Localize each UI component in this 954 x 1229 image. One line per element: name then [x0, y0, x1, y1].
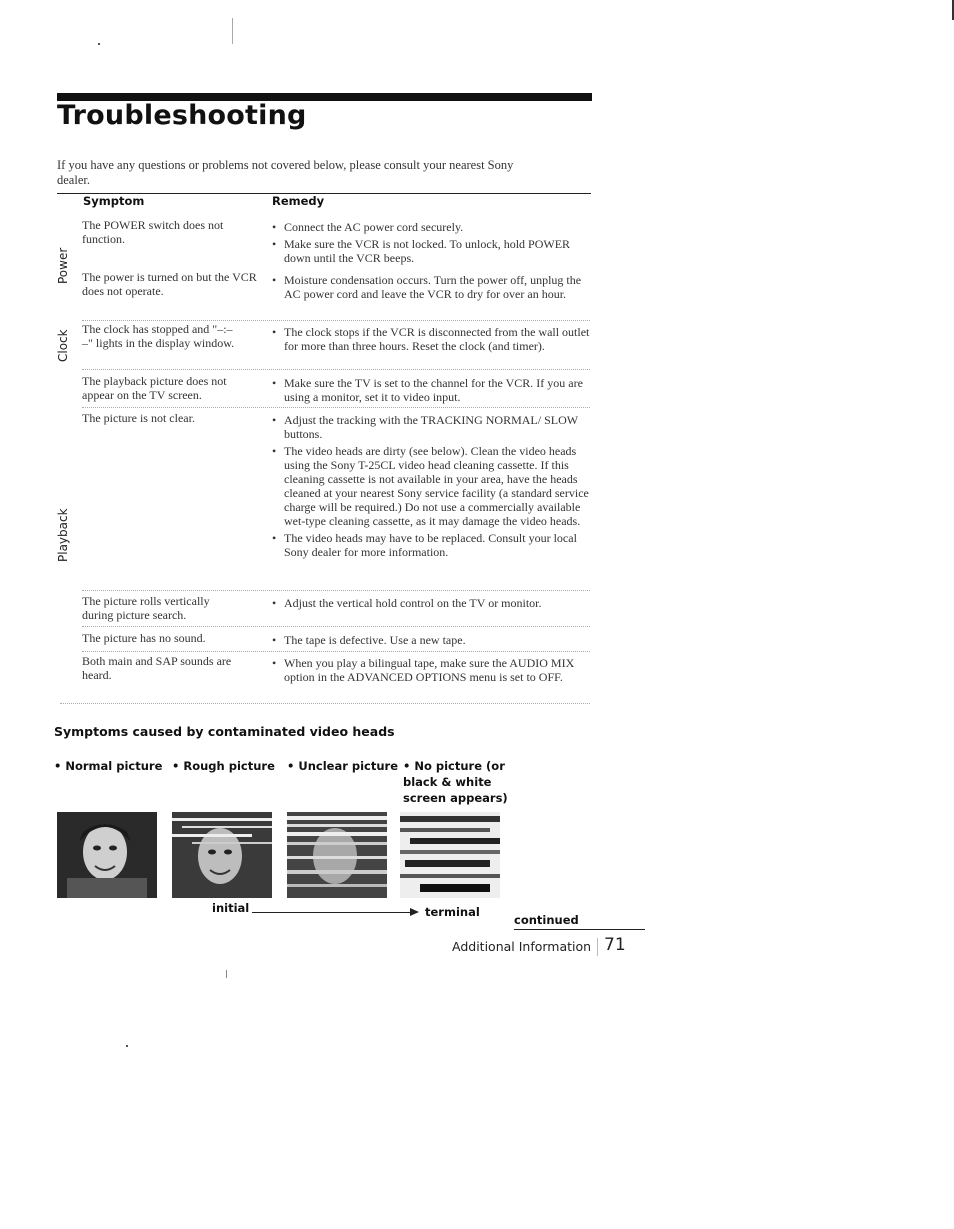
remedy-column-header: Remedy	[272, 194, 325, 208]
remedy-item: • Adjust the vertical hold control on the TV or monitor.	[270, 596, 590, 610]
remedy-item: • Make sure the VCR is not locked. To unlock, hold POWER down until the VCR beeps.	[270, 237, 590, 265]
remedy-item: • The tape is defective. Use a new tape.	[270, 633, 590, 647]
scale-initial-label: initial	[212, 901, 250, 915]
remedy-vcr-not-operate	[270, 273, 590, 304]
remedy-no-playback-picture	[270, 376, 590, 407]
section-label-power: Power	[56, 247, 70, 284]
section-label-playback: Playback	[56, 508, 70, 562]
symptom-picture-rolls: The picture rolls vertically during picture search.	[82, 594, 210, 622]
symptom-power-switch: The POWER switch does not function.	[82, 218, 224, 246]
contamination-heading: Symptoms caused by contaminated video heads	[54, 724, 395, 739]
row-divider	[82, 590, 590, 591]
row-divider	[82, 369, 590, 370]
intro-text: If you have any questions or problems not covered below, please consult your nearest Sony dealer.	[57, 158, 514, 187]
symptom-no-sound: The picture has no sound.	[82, 631, 206, 645]
row-divider	[82, 407, 590, 408]
symptom-main-sap-sounds: Both main and SAP sounds are heard.	[82, 654, 232, 682]
page-number: 71	[604, 935, 626, 955]
scan-speck	[232, 18, 233, 44]
condition-unclear: • Unclear picture	[287, 759, 399, 773]
condition-normal: • Normal picture	[54, 759, 163, 773]
remedy-item: • Make sure the TV is set to the channel for the VCR. If you are using a monitor, set it to video input.	[270, 376, 590, 404]
symptom-clock-stopped: The clock has stopped and "–:– –" lights in the display window.	[82, 322, 235, 350]
remedy-no-sound	[270, 633, 590, 650]
footer-section-name: Additional Information	[452, 939, 592, 954]
remedy-clock-stopped	[270, 325, 590, 356]
arrowhead-icon	[410, 908, 419, 916]
row-divider	[82, 651, 590, 652]
condition-rough: • Rough picture	[172, 759, 275, 773]
continued-label: continued	[514, 913, 579, 927]
remedy-item: • Connect the AC power cord securely.	[270, 220, 590, 234]
remedy-picture-rolls	[270, 596, 590, 613]
row-divider	[82, 626, 590, 627]
footer-divider	[597, 938, 598, 956]
remedy-item: • The video heads are dirty (see below). Clean the video heads using the Sony T-25CL video head cleaning cassette. If this cleaning cassette is not available in your area, have the heads cleaned at your nearest Sony service facility (a standard service charge will be required.) Do not use a commercially available wet-type cleaning cassette, as it may damage the video heads.	[270, 444, 590, 528]
symptom-column-header: Symptom	[83, 194, 145, 208]
scan-speck	[226, 970, 227, 978]
remedy-item: • Adjust the tracking with the TRACKING NORMAL/ SLOW buttons.	[270, 413, 590, 441]
remedy-main-sap-sounds	[270, 656, 590, 687]
row-divider	[82, 320, 590, 321]
symptom-picture-not-clear: The picture is not clear.	[82, 411, 195, 425]
remedy-power-switch	[270, 220, 590, 268]
page-title: Troubleshooting	[57, 100, 307, 131]
remedy-item: • The clock stops if the VCR is disconnected from the wall outlet for more than three hours. Reset the clock (and timer).	[270, 325, 590, 353]
remedy-picture-not-clear	[270, 413, 590, 562]
table-bottom-divider	[60, 703, 590, 704]
symptom-no-playback-picture: The playback picture does not appear on the TV screen.	[82, 374, 227, 402]
section-label-clock: Clock	[56, 329, 70, 362]
contamination-scale-arrow	[252, 912, 414, 913]
remedy-item: • Moisture condensation occurs. Turn the power off, unplug the AC power cord and leave the VCR to dry for over an hour.	[270, 273, 590, 301]
scale-terminal-label: terminal	[425, 905, 480, 919]
no-picture-image	[400, 812, 500, 898]
unclear-picture-image	[287, 812, 387, 898]
remedy-item: • When you play a bilingual tape, make sure the AUDIO MIX option in the ADVANCED OPTIONS menu is set to OFF.	[270, 656, 590, 684]
normal-picture-image	[57, 812, 157, 898]
scan-speck	[126, 1045, 128, 1047]
continued-rule	[514, 929, 645, 930]
rough-picture-image	[172, 812, 272, 898]
condition-no-picture: • No picture (or black & white screen appears)	[403, 759, 508, 805]
symptom-vcr-not-operate: The power is turned on but the VCR does not operate.	[82, 270, 257, 298]
scan-speck	[98, 43, 100, 45]
remedy-item: • The video heads may have to be replaced. Consult your local Sony dealer for more information.	[270, 531, 590, 559]
